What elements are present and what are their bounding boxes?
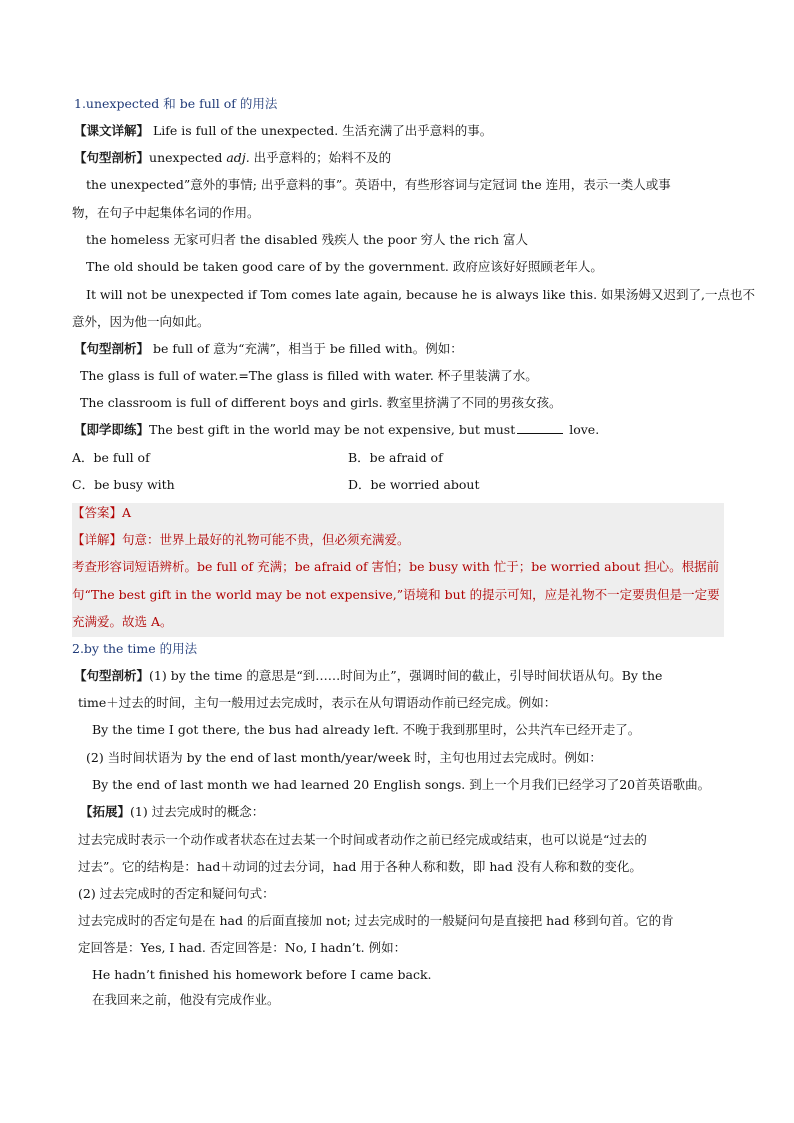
option-c: C．be busy with [72, 477, 175, 492]
body-line: (2) 过去完成时的否定和疑问句式： [78, 886, 275, 901]
body-line: 过去完成时表示一个动作或者状态在过去某一个时间或者动作之前已经完成或结束，也可以说是“过去的 [78, 832, 647, 847]
example-sentence: He hadn’t finished his homework before I came back. [92, 967, 432, 982]
label-tag: 【拓展】 [80, 804, 131, 819]
line-text: (1) 过去完成时的概念： [130, 804, 265, 819]
body-line: 定回答是：Yes, I had. 否定回答是：No, I hadn’t. 例如： [78, 940, 407, 955]
question-text: The best gift in the world may be not expensive, but must [149, 422, 516, 437]
example-sentence: The classroom is full of different boys and girls. 教室里挤满了不同的男孩女孩。 [80, 395, 562, 410]
extension-line [80, 804, 264, 820]
analysis-line [74, 150, 391, 166]
part-of-speech: adj. [226, 150, 250, 165]
explanation-line: 充满爱。故选 A。 [72, 614, 173, 629]
body-line: time＋过去的时间，主句一般用过去完成时，表示在从句谓语动作前已经完成。例如： [78, 695, 557, 710]
line-text: unexpected [149, 150, 227, 165]
label-tag: 【句型剖析】 [74, 668, 150, 683]
example-sentence: The glass is full of water.=The glass is filled with water. 杯子里装满了水。 [80, 368, 538, 383]
body-line: (2) 当时间状语为 by the end of last month/year/week 时，主句也用过去完成时。例如： [86, 750, 602, 765]
label-tag: 【句型剖析】 [74, 341, 150, 356]
body-line: 意外，因为他一向如此。 [72, 314, 210, 329]
label-tag: 【课文详解】 [74, 123, 150, 138]
line-text: Life is full of the unexpected. 生活充满了出乎意料的事。 [149, 123, 493, 138]
analysis-line [74, 341, 463, 357]
example-words: the homeless 无家可归者 the disabled 残疾人 the poor 穷人 the rich 富人 [86, 232, 528, 247]
body-line: 过去完成时的否定句是在 had 的后面直接加 not; 过去完成时的一般疑问句是直接把 had 移到句首。它的肯 [78, 913, 674, 928]
example-translation: 在我回来之前，他没有完成作业。 [92, 992, 280, 1007]
answer-line: 【答案】A [72, 505, 132, 520]
label-tag: 【句型剖析】 [74, 150, 150, 165]
body-line: the unexpected”意外的事情; 出乎意料的事”。英语中，有些形容词与定冠词 the 连用，表示一类人或事 [86, 177, 671, 192]
practice-question [74, 422, 599, 438]
option-d: D．be worried about [348, 477, 480, 492]
section1-title: 1.unexpected 和 be full of 的用法 [74, 96, 278, 111]
line-text: 出乎意料的；始料不及的 [249, 150, 392, 165]
option-a: A．be full of [72, 450, 150, 465]
explanation-line: 考查形容词短语辨析。be full of 充满；be afraid of 害怕；be busy with 忙于；be worried about 担心。根据前 [72, 559, 720, 574]
example-sentence: By the time I got there, the bus had already left. 不晚于我到那里时，公共汽车已经开走了。 [92, 722, 641, 737]
line-text: be full of 意为“充满”，相当于 be filled with。例如： [149, 341, 463, 356]
body-line: 物，在句子中起集体名词的作用。 [72, 205, 260, 220]
example-sentence: By the end of last month we had learned 20 English songs. 到上一个月我们已经学习了20首英语歌曲。 [92, 777, 711, 792]
body-line: 过去”。它的结构是：had＋动词的过去分词，had 用于各种人称和数，即 had 没有人称和数的变化。 [78, 859, 642, 874]
label-tag: 【即学即练】 [74, 422, 150, 437]
question-text: love. [565, 422, 600, 437]
analysis-line [74, 668, 662, 684]
answer-blank [517, 422, 563, 434]
option-b: B．be afraid of [348, 450, 443, 465]
explanation-line: 句“The best gift in the world may be not expensive,”语境和 but 的提示可知，应是礼物不一定要贵但是一定要 [72, 587, 720, 602]
example-sentence: It will not be unexpected if Tom comes late again, because he is always like this. 如果汤姆又迟到了,一点也不 [86, 287, 756, 302]
explanation-line: 【详解】句意：世界上最好的礼物可能不贵，但必须充满爱。 [72, 532, 410, 547]
section2-title: 2.by the time 的用法 [72, 641, 198, 656]
example-sentence: The old should be taken good care of by the government. 政府应该好好照顾老年人。 [86, 259, 603, 274]
line-text: (1) by the time 的意思是“到……时间为止”，强调时间的截止，引导时间状语从句。By the [149, 668, 663, 683]
text-explanation-line [74, 123, 492, 139]
